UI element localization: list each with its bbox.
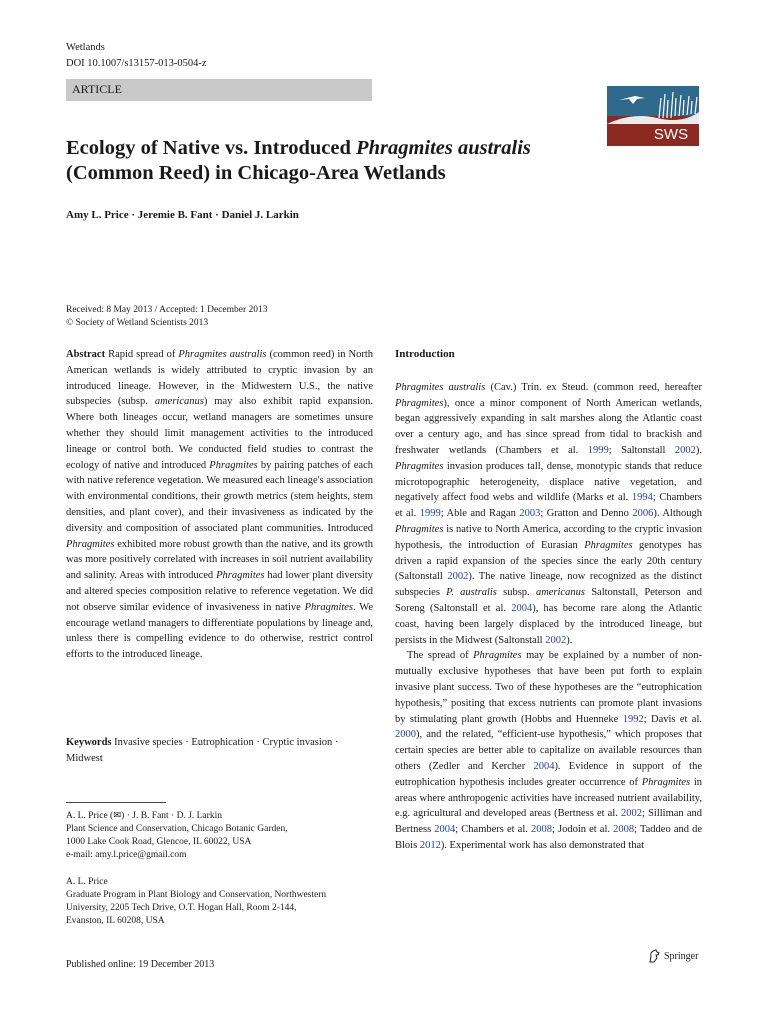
affiliation-names: A. L. Price (✉) · J. B. Fant · D. J. Larkin — [66, 811, 222, 821]
citation-link[interactable]: 1992 — [622, 713, 644, 725]
citation-link[interactable]: 2000 — [395, 729, 416, 741]
journal-meta — [66, 40, 207, 72]
affiliation-names: A. L. Price — [66, 877, 108, 887]
article-title — [66, 136, 606, 186]
citation-link[interactable]: 2004 — [533, 760, 555, 772]
body-text: in areas where anthropogenic activities have increased nutrient availability, e.g. agricultural and developed areas (Bertness et al. — [395, 776, 702, 820]
paragraph — [395, 380, 702, 649]
italic-text: Phragmites — [641, 776, 691, 788]
citation-link[interactable]: 1999 — [419, 508, 441, 520]
body-text: ), has become rare along the Atlantic coast, having been largely displaced by the introduced lineage, but persists in the Midwest (Saltonstall — [395, 602, 702, 646]
body-text: invasion produces tall, dense, monotypic stands that reduce microtopographic heterogeneity, displace native vegetation, and negatively affect food webs and wildlife (Marks et al. — [395, 460, 702, 504]
doi[interactable]: DOI 10.1007/s13157-013-0504-z — [66, 58, 207, 69]
citation-link[interactable]: 2002 — [621, 808, 643, 820]
email-link[interactable]: e-mail: amy.l.price@gmail.com — [66, 850, 187, 860]
italic-text: P. australis — [446, 587, 497, 599]
citation-link[interactable]: 2002 — [447, 571, 469, 583]
citation-link[interactable]: 2012 — [419, 839, 441, 851]
italic-text: Phragmites — [473, 650, 522, 662]
citation-link[interactable]: 2003 — [519, 508, 541, 520]
affiliation-2 — [66, 876, 373, 928]
body-text: ; Davis et al. — [643, 713, 702, 725]
affiliation-1 — [66, 810, 373, 862]
affiliation-line: Plant Science and Conservation, Chicago Botanic Garden, — [66, 824, 288, 834]
abstract-label: Abstract — [66, 349, 106, 360]
published-online: Published online: 19 December 2013 — [66, 959, 215, 970]
affiliation-line: Evanston, IL 60208, USA — [66, 916, 165, 926]
body-text: ; Silliman and Bertness — [395, 808, 702, 836]
citation-link[interactable]: 1999 — [587, 444, 609, 456]
italic-text: Phragmites — [395, 460, 444, 472]
copyright: © Society of Wetland Scientists 2013 — [66, 318, 209, 328]
body-text: ). — [566, 634, 573, 646]
body-text: ; Saltonstall — [608, 444, 675, 456]
body-text: ; Gratton and Denno — [540, 508, 633, 520]
title-species: Phragmites australis — [356, 137, 531, 159]
keywords-label: Keywords — [66, 737, 112, 748]
body-text: The spread of — [407, 650, 474, 662]
citation-link[interactable]: 2008 — [613, 824, 635, 836]
title-part: (Common Reed) in Chicago-Area Wetlands — [66, 162, 446, 184]
body-text: may be explained by a number of non-mutually exclusive hypotheses that have been put forth to explain invasive plant success. Two of these hypotheses are the “eutrophication hypothesis,” positing that excess nutrients can promote plant invasions by stimulating plant growth (Hobbs and Huenneke — [395, 650, 702, 725]
italic-text: americanus — [535, 587, 585, 599]
author-list: Amy L. Price · Jeremie B. Fant · Daniel J. Larkin — [66, 209, 299, 221]
introduction — [395, 347, 702, 854]
section-heading: Introduction — [395, 348, 455, 360]
body-text: is native to North America, according to the cryptic invasion hypothesis, the introduction of Eurasian — [395, 523, 702, 551]
abstract-text: by pairing patches of each with native reference vegetation. We measured each lineage's association with environmental conditions, their growth metrics (stem heights, stem densities, and plant cover), and their invasiveness as indicated by the diversity and composition of associated plant communities. Introduced — [66, 459, 373, 534]
citation-link[interactable]: 2008 — [530, 824, 552, 836]
body-text: Saltonstall, Peterson and Soreng (Saltonstall et al. — [395, 587, 702, 614]
body-text: ), and the related, “efficient-use hypothesis,” which proposes that certain species are better able to capitalize on available resources than others (Zedler and Kercher — [395, 729, 702, 772]
body-text: ; Chambers et al. — [455, 824, 531, 836]
affiliation-line: 1000 Lake Cook Road, Glencoe, IL 60022, USA — [66, 837, 252, 847]
body-text: ), once a minor component of North American wetlands, began aggressively expanding in salt marshes along the Atlantic coast over a century ago, and has since spread from tidal to brackish and freshwater wetlands (Chambers et al. — [395, 397, 702, 456]
affiliation-line: University, 2205 Tech Drive, O.T. Hogan Hall, Room 2-144, — [66, 903, 297, 913]
affiliation-line: Graduate Program in Plant Biology and Conservation, Northwestern — [66, 890, 327, 900]
publication-dates — [66, 304, 268, 330]
italic-text: Phragmites — [584, 539, 633, 551]
publisher-mark — [648, 949, 698, 963]
citation-link[interactable]: 2002 — [545, 634, 567, 646]
body-text: (Cav.) Trin. ex Steud. (common reed, hereafter — [485, 381, 702, 393]
abstract-text: Rapid spread of — [105, 349, 179, 360]
body-text: ; Taddeo and de Blois — [395, 824, 702, 851]
footnote-divider — [66, 802, 166, 803]
body-text: ). Experimental work has also demonstrated that — [440, 839, 645, 851]
abstract-text: exhibited more robust growth than the native, and its growth was more positively correlated with increases in soil nutrient availability and salinity. Areas with introduced — [66, 538, 373, 582]
abstract-text: Phragmites — [209, 459, 258, 471]
publisher-name: Springer — [664, 950, 699, 962]
abstract-text: americanus — [154, 396, 204, 408]
italic-text: Phragmites — [395, 523, 444, 535]
citation-link[interactable]: 1994 — [631, 492, 653, 504]
body-text: ; Chambers et al. — [395, 492, 702, 520]
citation-link[interactable]: 2004 — [511, 602, 533, 614]
body-text: ). Evidence in support of the eutrophication hypothesis includes greater occurrence of — [395, 760, 702, 788]
body-text: ; Able and Ragan — [440, 508, 520, 520]
citation-link[interactable]: 2004 — [434, 824, 456, 836]
body-text: genotypes has driven a rapid expansion of the species since the early 20th century (Saltonstall — [395, 539, 702, 583]
italic-text: Phragmites — [395, 397, 444, 409]
italic-text: Phragmites australis — [395, 381, 486, 393]
title-part: Ecology of Native vs. Introduced — [66, 137, 357, 159]
journal-name: Wetlands — [66, 42, 105, 53]
body-text: ). Although — [653, 508, 703, 520]
abstract-text: Phragmites — [66, 538, 115, 550]
abstract-text: had lower plant diversity and altered species composition relative to reference vegetation. We did not observe similar evidence of invasiveness in native — [66, 570, 373, 613]
abstract-text: Phragmites australis — [178, 349, 267, 360]
citation-link[interactable]: 2002 — [674, 444, 696, 456]
keywords — [66, 735, 373, 767]
springer-horse-icon — [648, 949, 660, 963]
abstract — [66, 347, 373, 663]
abstract-text: ) may also exhibit rapid expansion. Where both lineages occur, wetland managers are sometimes unsure whether they should limit management activities to the introduced lineage or control both. We conducted field studies to contrast the ecology of native and introduced — [66, 396, 373, 471]
article-type-label: ARTICLE — [72, 82, 122, 96]
body-text: ). — [695, 444, 703, 456]
paragraph — [395, 648, 702, 853]
body-text: ; Jodoin et al. — [551, 824, 614, 836]
citation-link[interactable]: 2006 — [632, 508, 654, 520]
logo-text: SWS — [653, 126, 689, 143]
abstract-text: Phragmites — [304, 601, 354, 613]
abstract-text: Phragmites — [216, 570, 265, 582]
keywords-text: Invasive species · Eutrophication · Cryptic invasion · Midwest — [66, 737, 339, 764]
body-text: subsp. — [496, 587, 536, 599]
sws-logo — [607, 86, 699, 146]
body-text: ). The native lineage, now recognized as the distinct subspecies — [395, 571, 702, 599]
abstract-text: (common reed) in North American wetlands is widely attributed to cryptic invasion by an introduced lineage. However, in the Midwestern U.S., the native subspecies (subsp. — [66, 349, 373, 408]
article-type-bar — [66, 79, 372, 101]
abstract-text: . We encourage wetland managers to differentiate populations by lineage and, unless there is compelling evidence to do otherwise, restrict control efforts to the introduced lineage. — [66, 601, 373, 661]
received-accepted: Received: 8 May 2013 / Accepted: 1 December 2013 — [66, 305, 268, 315]
